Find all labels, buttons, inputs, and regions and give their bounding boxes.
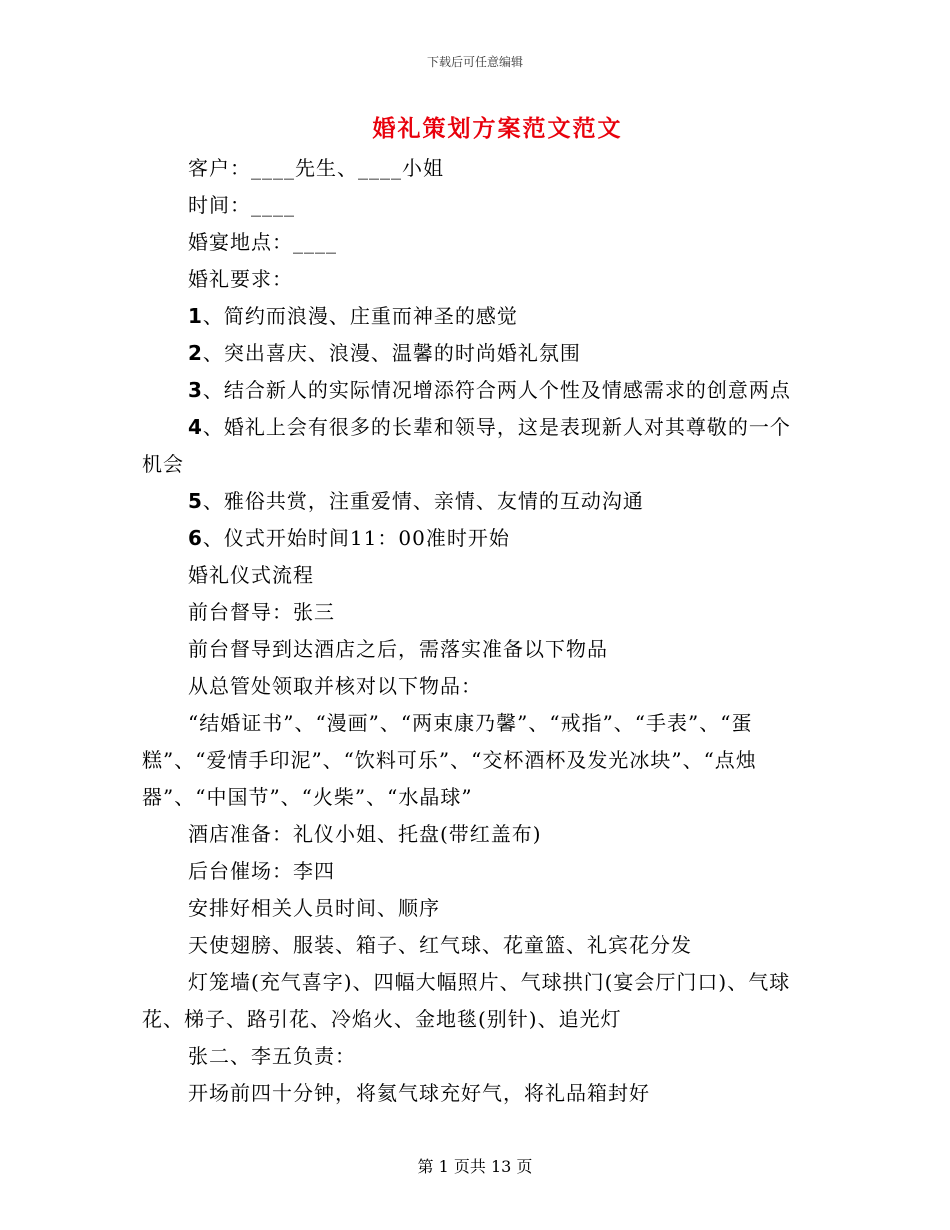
paragraph-time	[142, 187, 810, 224]
page-header: 下载后可任意编辑	[426, 55, 523, 69]
paragraph-text: 安排好相关人员时间、顺序	[188, 896, 440, 920]
paragraph-text: 从总管处领取并核对以下物品：	[188, 674, 482, 698]
paragraph-text: 、突出喜庆、浪漫、温馨的时尚婚礼氛围	[202, 341, 581, 365]
item-number: 6	[188, 526, 203, 550]
item-number: 5	[188, 489, 203, 513]
item-number: 1	[188, 304, 203, 328]
paragraph-text: 婚礼要求：	[188, 267, 293, 291]
document-body	[142, 150, 810, 1112]
paragraph-text: 前台督导：张三	[188, 600, 335, 624]
paragraph	[142, 631, 810, 668]
paragraph-text: 开场前四十分钟，将氦气球充好气，将礼品箱封好	[188, 1081, 650, 1105]
paragraph-text: 后台催场：李四	[188, 859, 335, 883]
document-title: 婚礼策划方案范文范文	[372, 115, 623, 142]
paragraph-text: 、仪式开始时间11：00准时开始	[202, 526, 510, 550]
paragraph	[142, 890, 810, 927]
paragraph-front-supervisor	[142, 594, 810, 631]
paragraph	[142, 668, 810, 705]
paragraph-ceremony-flow	[142, 557, 810, 594]
paragraph-text: 、婚礼上会有很多的长辈和领导，这是表现新人对其尊敬的一个机会	[142, 415, 791, 476]
requirement-item	[142, 335, 810, 372]
item-number: 2	[188, 341, 203, 365]
paragraph-text: 、简约而浪漫、庄重而神圣的感觉	[202, 304, 518, 328]
paragraph	[142, 964, 810, 1038]
paragraph-text: 婚礼仪式流程	[188, 563, 314, 587]
paragraph	[142, 1038, 810, 1075]
requirement-item	[142, 372, 810, 409]
paragraph-text: 客户：____先生、____小姐	[188, 156, 444, 180]
paragraph-backstage	[142, 853, 810, 890]
paragraph	[142, 1075, 810, 1112]
paragraph-client	[142, 150, 810, 187]
requirement-item	[142, 520, 810, 557]
paragraph-requirements-heading	[142, 261, 810, 298]
paragraph-text: 灯笼墙(充气喜字)、四幅大幅照片、气球拱门(宴会厅门口)、气球花、梯子、路引花、冷焰火、金地毯(别针)、追光灯	[142, 970, 791, 1031]
paragraph-text: 酒店准备：礼仪小姐、托盘(带红盖布)	[188, 822, 542, 846]
paragraph-text: 前台督导到达酒店之后，需落实准备以下物品	[188, 637, 608, 661]
item-number: 3	[188, 378, 203, 402]
paragraph	[142, 927, 810, 964]
item-number: 4	[188, 415, 203, 439]
paragraph-item-list	[142, 705, 810, 816]
page-footer: 第 1 页共 13 页	[417, 1157, 533, 1176]
requirement-item	[142, 298, 810, 335]
paragraph-text: 时间：____	[188, 193, 295, 217]
paragraph-text: 婚宴地点：____	[188, 230, 337, 254]
paragraph-text: 天使翅膀、服装、箱子、红气球、花童篮、礼宾花分发	[188, 933, 692, 957]
paragraph-text: 、雅俗共赏，注重爱情、亲情、友情的互动沟通	[202, 489, 644, 513]
requirement-item	[142, 409, 810, 483]
paragraph-venue	[142, 224, 810, 261]
paragraph-text: 张二、李五负责：	[188, 1044, 356, 1068]
paragraph-text: 、结合新人的实际情况增添符合两人个性及情感需求的创意两点	[202, 378, 791, 402]
requirement-item	[142, 483, 810, 520]
paragraph	[142, 816, 810, 853]
paragraph-text: “结婚证书”、“漫画”、“两束康乃馨”、“戒指”、“手表”、“蛋糕”、“爱情手印泥”、“饮料可乐”、“交杯酒杯及发光冰块”、“点烛器”、“中国节”、“火柴”、“水晶球”	[142, 711, 757, 809]
